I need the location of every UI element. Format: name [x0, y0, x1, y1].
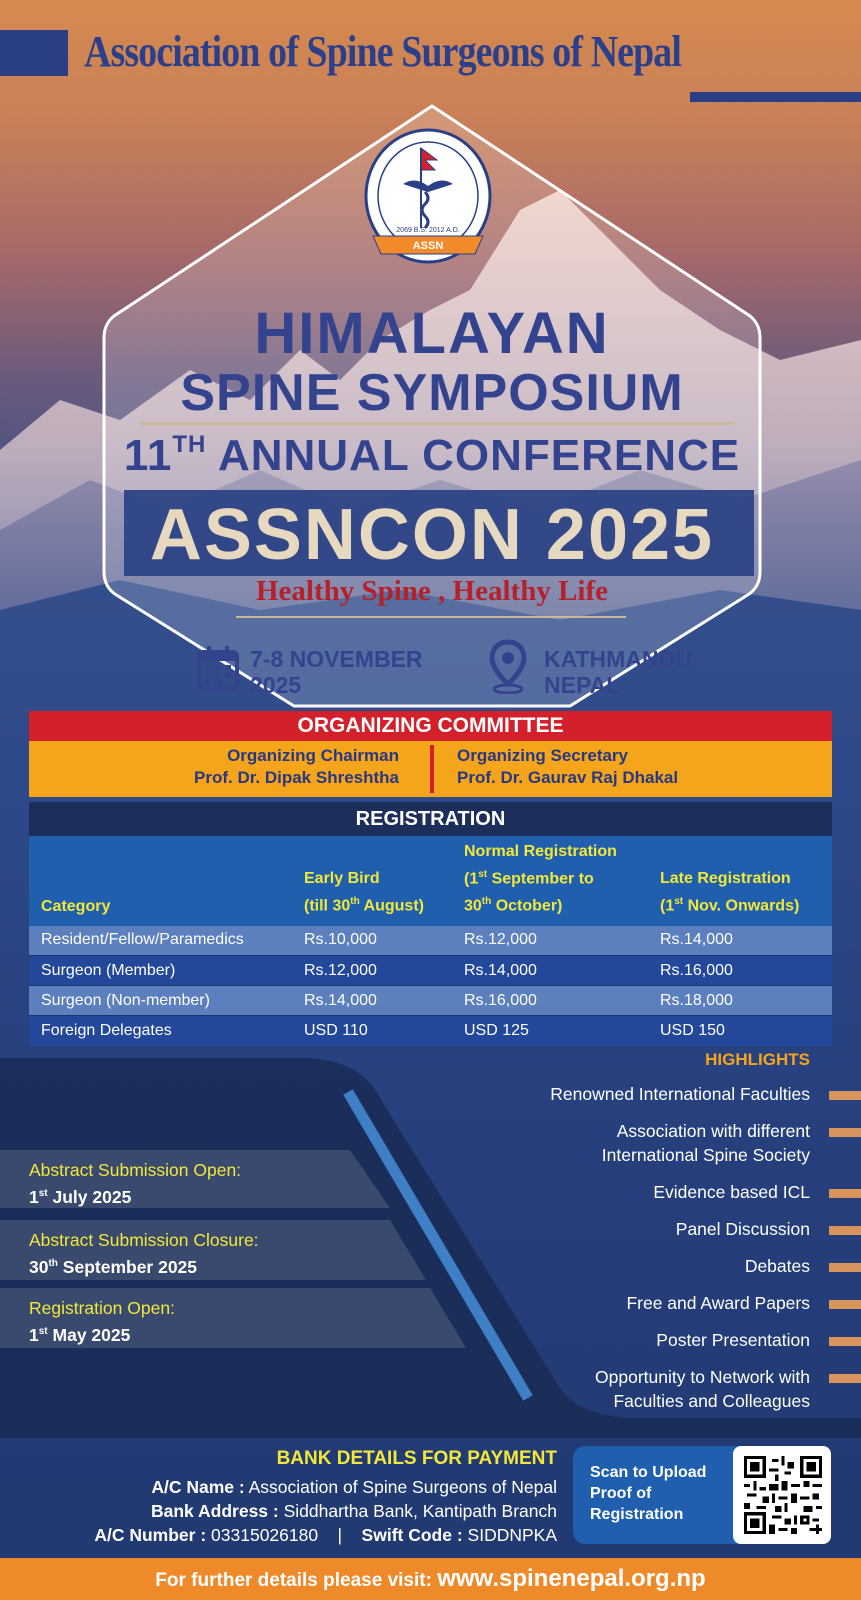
association-title: Association of Spine Surgeons of Nepal — [84, 27, 682, 76]
event-date: 7-8 NOVEMBER 2025 — [250, 646, 423, 698]
event-name: ASSNCON 2025 — [149, 495, 715, 575]
highlights-list — [480, 1082, 861, 1413]
footer-text: For further details please visit: — [155, 1570, 432, 1591]
header-underline-bar — [690, 92, 861, 102]
motto: Healthy Spine , Healthy Life — [255, 575, 609, 607]
col-normal-registration: Normal Registration (1st September to 30th October) — [452, 836, 648, 926]
registration-table — [29, 836, 832, 1046]
registration-heading: REGISTRATION — [29, 802, 832, 836]
schedule-date: 1st July 2025 — [29, 1186, 132, 1207]
row-normal: Rs.12,000 — [452, 926, 648, 956]
list-item: Debates — [480, 1254, 861, 1278]
schedule-date: 1st May 2025 — [29, 1324, 131, 1345]
header-accent-bar — [0, 30, 68, 76]
col-early-bird: Early Bird (till 30th August) — [292, 836, 452, 926]
organizing-secretary: Organizing Secretary Prof. Dr. Gaurav Raj Dhakal — [457, 746, 679, 787]
row-category: Surgeon (Member) — [29, 956, 292, 986]
row-late: Rs.14,000 — [648, 926, 832, 956]
highlights-heading: HIGHLIGHTS — [705, 1050, 810, 1069]
list-item: Panel Discussion — [480, 1217, 861, 1241]
location-pin-icon — [488, 638, 528, 694]
row-early: Rs.14,000 — [292, 986, 452, 1016]
col-late-registration: Late Registration (1st Nov. Onwards) — [648, 836, 832, 926]
row-normal: Rs.14,000 — [452, 956, 648, 986]
list-item: Opportunity to Network with Faculties and Colleagues — [480, 1365, 861, 1413]
motto-divider — [236, 616, 626, 618]
calendar-icon — [196, 644, 240, 692]
qr-caption: Scan to Upload Proof of Registration — [590, 1464, 707, 1523]
bank-account-number: A/C Number : 03315026180 | Swift Code : SIDDNPKA — [94, 1525, 557, 1545]
table-row — [29, 926, 832, 956]
row-category: Foreign Delegates — [29, 1016, 292, 1046]
row-category: Surgeon (Non-member) — [29, 986, 292, 1016]
organizing-divider — [430, 745, 434, 793]
event-title-line1: HIMALAYAN — [254, 301, 610, 366]
row-late: USD 150 — [648, 1016, 832, 1046]
footer-bar — [0, 1558, 861, 1600]
col-category: Category — [29, 836, 292, 926]
list-item: Free and Award Papers — [480, 1291, 861, 1315]
row-late: Rs.18,000 — [648, 986, 832, 1016]
website-link[interactable]: www.spinenepal.org.np — [437, 1565, 706, 1592]
row-late: Rs.16,000 — [648, 956, 832, 986]
schedule-date: 30th September 2025 — [29, 1256, 198, 1277]
logo-years: 2069 B.S. 2012 A.D. — [396, 227, 460, 234]
organizing-chairman: Organizing Chairman Prof. Dr. Dipak Shreshtha — [194, 746, 399, 787]
bank-address: Bank Address : Siddhartha Bank, Kantipath Branch — [151, 1501, 557, 1521]
list-item: Poster Presentation — [480, 1328, 861, 1352]
row-normal: Rs.16,000 — [452, 986, 648, 1016]
row-early: Rs.12,000 — [292, 956, 452, 986]
bank-details-heading: BANK DETAILS FOR PAYMENT — [276, 1448, 557, 1469]
event-location: KATHMANDU NEPAL — [544, 646, 692, 698]
table-row — [29, 986, 832, 1016]
organizing-committee-heading: ORGANIZING COMMITTEE — [29, 711, 832, 741]
schedule-label: Abstract Submission Closure: — [29, 1230, 259, 1250]
registration-header-row — [29, 836, 832, 926]
qr-code-icon[interactable] — [744, 1456, 822, 1534]
list-item: Association with different International Spine Society — [480, 1119, 861, 1167]
event-title-line2: SPINE SYMPOSIUM — [180, 364, 684, 422]
schedule-label: Registration Open: — [29, 1298, 175, 1318]
bank-account-name: A/C Name : Association of Spine Surgeons of Nepal — [151, 1477, 557, 1497]
assn-logo — [345, 128, 511, 274]
schedule-label: Abstract Submission Open: — [29, 1160, 242, 1180]
table-row — [29, 1016, 832, 1046]
row-early: Rs.10,000 — [292, 926, 452, 956]
conference-subtitle: 11TH ANNUAL CONFERENCE — [123, 431, 741, 480]
logo-ribbon-text: ASSN — [412, 240, 444, 252]
row-category: Resident/Fellow/Paramedics — [29, 926, 292, 956]
row-early: USD 110 — [292, 1016, 452, 1046]
list-item: Evidence based ICL — [480, 1180, 861, 1204]
list-item: Renowned International Faculties — [480, 1082, 861, 1106]
table-row — [29, 956, 832, 986]
row-normal: USD 125 — [452, 1016, 648, 1046]
title-divider — [140, 422, 734, 425]
